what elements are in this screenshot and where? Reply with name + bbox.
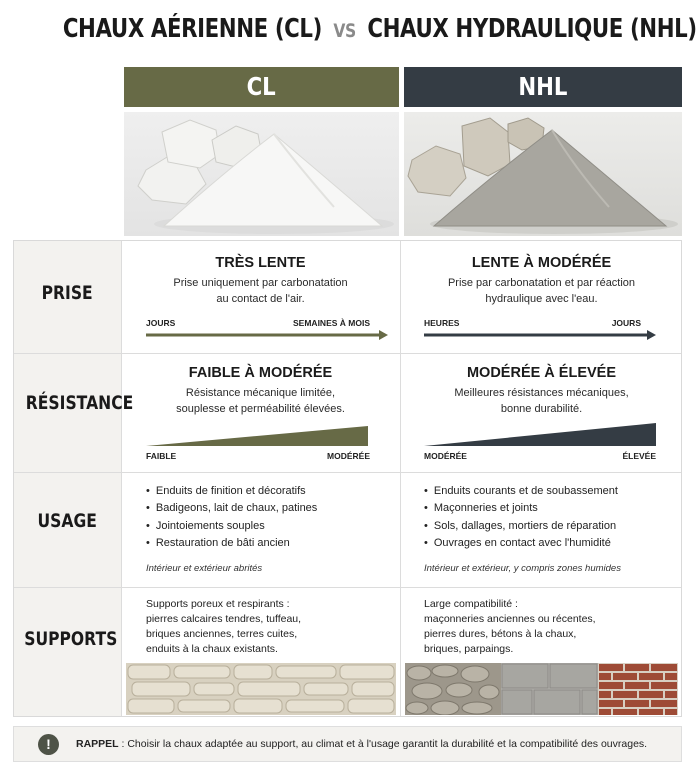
prise-nhl-scale-end: JOURS [611,318,641,328]
reminder-label: RAPPEL [76,738,119,750]
list-item: • Ouvrages en contact avec l'humidité [424,535,618,552]
prise-cl-scale-start: JOURS [146,318,176,328]
title-right: CHAUX HYDRAULIQUE (NHL) [367,14,697,44]
usage-nhl-note: Intérieur et extérieur, y compris zones humides [424,563,621,574]
prise-nhl-description: Prise par carbonatation et par réaction hydraulique avec l'eau. [447,277,636,305]
resistance-nhl-scale-start: MODÉRÉE [424,451,467,461]
reminder-message: : Choisir la chaux adaptée au support, au climat et à l'usage garantit la durabilité et la compatibilité des ouvrages. [118,738,648,750]
prise-cl-description: Prise uniquement par carbonatation au contact de l'air. [173,277,348,305]
resistance-cl-wedge [146,426,368,446]
list-item: • Enduits de finition et décoratifs [146,483,317,500]
row-label-prise: PRISE [41,282,94,304]
resistance-nhl-scale-end: ÉLEVÉE [622,451,656,461]
divider [400,241,401,716]
prise-nhl-scale-start: HEURES [424,318,460,328]
list-item: • Restauration de bâti ancien [146,535,317,552]
supports-cl-description: Supports poreux et respirants : pierres calcaires tendres, tuffeau, briques anciennes, terres cuites, enduits à la chaux existants. [146,598,302,655]
list-item: • Maçonneries et joints [424,500,618,517]
resistance-nhl-wedge [424,423,656,446]
resistance-cl-title: FAIBLE À MODÉRÉE [188,365,333,381]
row-label-usage: USAGE [37,510,98,532]
divider [14,353,681,354]
usage-cl-note: Intérieur et extérieur abrités [146,563,263,574]
prise-cl-title: TRÈS LENTE [215,255,306,271]
photo-nhl-lime [404,112,682,236]
list-item: • Badigeons, lait de chaux, patines [146,500,317,517]
resistance-nhl-title: MODÉRÉE À ÉLEVÉE [466,365,617,381]
divider [14,587,681,588]
column-header-nhl: NHL [404,67,682,107]
page-title [62,14,697,44]
photo-cl-lime [124,112,399,236]
comparison-table [13,240,682,717]
title-vs: VS [333,20,356,42]
divider [121,241,122,716]
divider [14,472,681,473]
reminder-text [76,738,647,750]
prise-cl-scale-arrow [146,330,388,340]
reminder-banner [13,726,682,762]
supports-cl-stone-wall [126,663,396,715]
title-left: CHAUX AÉRIENNE (CL) [62,14,322,44]
usage-cl-list [146,483,317,552]
prise-cl-scale-end: SEMAINES À MOIS [293,318,370,328]
usage-nhl-list [424,483,618,552]
list-item: • Enduits courants et de soubassement [424,483,618,500]
list-item: • Jointoiements souples [146,518,317,535]
resistance-cl-scale-end: MODÉRÉE [327,451,370,461]
list-item: • Sols, dallages, mortiers de réparation [424,518,618,535]
row-label-supports: SUPPORTS [24,628,118,650]
supports-nhl-description: Large compatibilité : maçonneries anciennes ou récentes, pierres dures, bétons à la chaux, briques, parpaings. [424,598,596,655]
prise-nhl-scale-arrow [424,330,656,340]
row-label-resistance: RÉSISTANCE [25,392,134,414]
exclamation-circle-icon: ! [38,734,59,755]
column-header-cl: CL [124,67,399,107]
prise-nhl-title: LENTE À MODÉRÉE [471,255,612,271]
resistance-cl-scale-start: FAIBLE [146,451,177,461]
resistance-nhl-description: Meilleures résistances mécaniques, bonne durabilité. [454,387,629,415]
supports-nhl-masonry [405,663,678,715]
resistance-cl-description: Résistance mécanique limitée, souplesse et perméabilité élevées. [176,387,345,415]
